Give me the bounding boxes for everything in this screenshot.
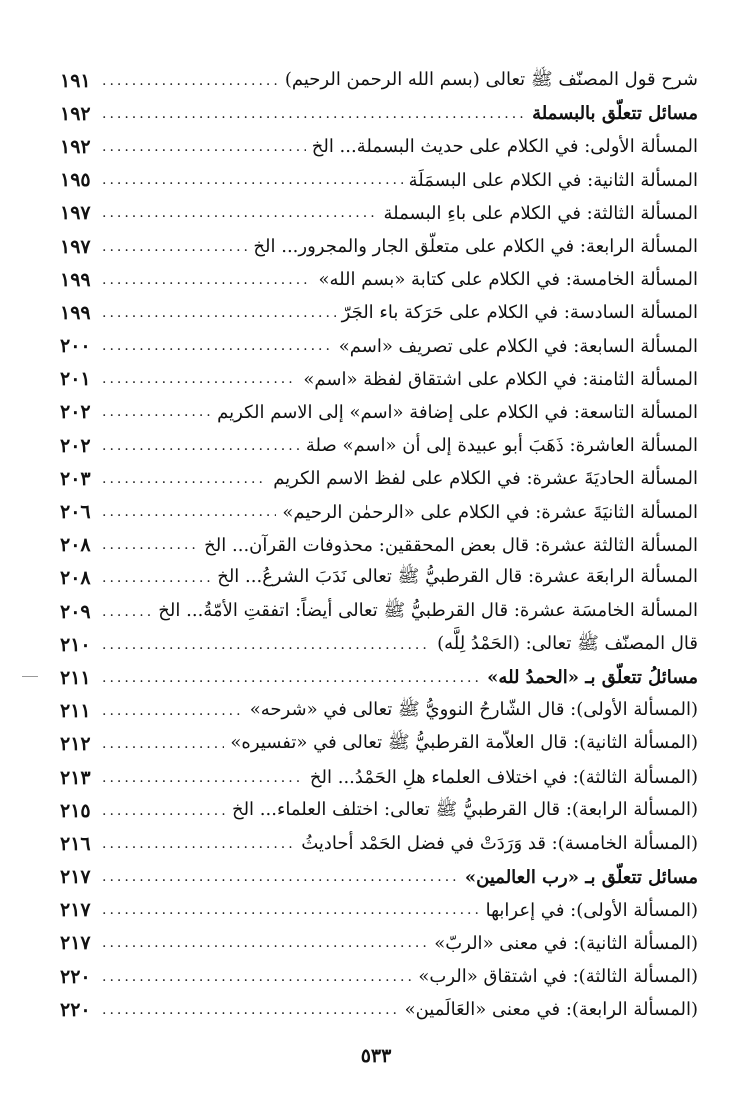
toc-entry xyxy=(60,628,698,661)
dot-leader xyxy=(102,305,336,321)
toc-entry-page: ٢١٧ xyxy=(60,932,91,955)
toc-entry xyxy=(60,164,698,197)
toc-entry-title: (المسألة الأولى): قال الشّارحُ النوويُّ ﷺ تعالى في «شرحه» xyxy=(249,699,698,721)
toc-entry-title: المسألة الثالثة: في الكلام على باءِ البسملة xyxy=(383,202,698,224)
toc-entry xyxy=(60,761,698,794)
toc-entry xyxy=(60,64,698,97)
dot-leader xyxy=(102,272,312,288)
dot-leader xyxy=(102,570,211,586)
toc-entry xyxy=(60,396,698,429)
toc-entry xyxy=(60,827,698,860)
dot-leader xyxy=(102,1002,399,1018)
dot-leader xyxy=(102,969,412,985)
toc-entry-page: ٢٠٩ xyxy=(60,600,91,623)
toc-entry xyxy=(60,296,698,329)
dot-leader xyxy=(102,371,297,387)
toc-entry xyxy=(60,960,698,993)
dot-leader xyxy=(102,205,378,221)
toc-entry xyxy=(60,529,698,562)
toc-entry-page: ١٩٢ xyxy=(60,102,91,125)
toc-entry xyxy=(60,330,698,363)
toc-entry-page: ٢١٣ xyxy=(60,766,91,789)
toc-entry xyxy=(60,363,698,396)
dot-leader xyxy=(102,438,300,454)
toc-entry xyxy=(60,927,698,960)
dot-leader xyxy=(102,471,267,487)
page-number: ٥٣٣ xyxy=(360,1045,392,1067)
toc-section-heading: مسائل تتعلّق بـ «رب العالمين» xyxy=(464,866,698,888)
toc-entry-title: (المسألة الرابعة): قال القرطبيُّ ﷺ تعالى: اختلف العلماء... الخ xyxy=(231,798,698,820)
dot-leader xyxy=(102,935,428,951)
dot-leader xyxy=(102,106,526,122)
toc-entry xyxy=(60,894,698,927)
toc-entry-title: المسألة الخامسَة عشرة: قال القرطبيُّ ﷺ تعالى أيضاً: اتفقتِ الأمّةُ... الخ xyxy=(158,599,698,621)
toc-entry-page: ٢٠٢ xyxy=(60,434,91,457)
toc-entry xyxy=(60,728,698,761)
toc-entry xyxy=(60,197,698,230)
toc-entry-page: ٢١١ xyxy=(60,666,91,689)
dot-leader xyxy=(102,604,152,620)
toc-entry-title: المسألة السادسة: في الكلام على حَرَكة باء الجَرّ xyxy=(341,302,698,324)
dot-leader xyxy=(102,736,224,752)
toc-entry-page: ٢١٥ xyxy=(60,799,91,822)
toc-entry-page: ٢١٢ xyxy=(60,733,91,756)
toc-entry xyxy=(60,794,698,827)
toc-entry-title: المسألة الثانية: في الكلام على البسمَلَة xyxy=(408,169,698,191)
toc-entry-title: المسألة السابعة: في الكلام على تصريف «اسم» xyxy=(338,335,698,357)
dot-leader xyxy=(102,139,306,155)
toc-entry xyxy=(60,429,698,462)
toc-entry-title: (المسألة الرابعة): في معنى «العَالَمين» xyxy=(404,999,698,1021)
toc-entry-title: المسألة الثانيَةَ عشرة: في الكلام على «الرحمٰن الرحيم» xyxy=(282,501,698,523)
toc-entry-page: ٢١٦ xyxy=(60,832,91,855)
toc-entry-page: ٢٠١ xyxy=(60,368,91,391)
toc-entry-page: ٢٠٢ xyxy=(60,401,91,424)
toc-entry-title: المسألة الرابعة: في الكلام على متعلّق الجار والمجرور... الخ xyxy=(253,236,698,258)
toc-entry-page: ١٩٩ xyxy=(60,268,91,291)
toc-entry-page: ٢٠٠ xyxy=(60,335,91,358)
toc-entry-page: ٢٢٠ xyxy=(60,965,91,988)
toc-entry-page: ٢١٠ xyxy=(60,633,91,656)
toc-entry xyxy=(60,263,698,296)
dot-leader xyxy=(102,770,304,786)
toc-entry-page: ٢٢٠ xyxy=(60,998,91,1021)
toc-entry-page: ٢٠٦ xyxy=(60,501,91,524)
dot-leader xyxy=(102,836,295,852)
toc-entry-title: (المسألة الثالثة): في اشتقاق «الرب» xyxy=(418,966,698,988)
toc-entry xyxy=(60,462,698,495)
toc-entry-title: المسألة التاسعة: في الكلام على إضافة «اسم» إلى الاسم الكريم xyxy=(217,401,698,423)
toc-entry-title: المسألة الحاديَةَ عشرة: في الكلام على لفظ الاسم الكريم xyxy=(273,468,698,490)
toc-entry-title: المسألة الخامسة: في الكلام على كتابة «بسم الله» xyxy=(318,269,698,291)
toc-entry-title: (المسألة الثانية): في معنى «الربّ» xyxy=(434,932,698,954)
dot-leader xyxy=(102,239,247,255)
dot-leader xyxy=(102,537,198,553)
toc-entry-page: ٢٠٣ xyxy=(60,467,91,490)
toc-entry-title: (المسألة الخامسة): قد وَرَدَتْ في فضل الحَمْد أحاديثُ xyxy=(301,833,698,855)
toc-entry xyxy=(60,861,698,894)
toc-entry-title: المسألة الثامنة: في الكلام على اشتقاق لفظة «اسم» xyxy=(303,368,698,390)
toc-entry-page: ٢١١ xyxy=(60,700,91,723)
dot-leader xyxy=(102,338,333,354)
toc-entry-title: (المسألة الثانية): قال العلاّمة القرطبيُّ ﷺ تعالى في «تفسيره» xyxy=(230,732,698,754)
toc-entry-page: ١٩٢ xyxy=(60,135,91,158)
dot-leader xyxy=(102,902,480,918)
toc-entry-title: (المسألة الثالثة): في اختلاف العلماء هلِ الحَمْدُ... الخ xyxy=(309,767,698,789)
toc-entry-title: المسألة الأولى: في الكلام على حديث البسملة... الخ xyxy=(311,136,698,158)
toc-entry-title: المسألة الرابعَة عشرة: قال القرطبيُّ ﷺ تعالى نَدَبَ الشرعُ... الخ xyxy=(217,566,698,588)
toc-entry-page: ٢١٧ xyxy=(60,866,91,889)
toc-entry-page: ٢٠٨ xyxy=(60,567,91,590)
dot-leader xyxy=(102,404,211,420)
toc-entry-page: ٢١٧ xyxy=(60,899,91,922)
toc-entry-title: المسألة الثالثة عشرة: قال بعض المحققين: محذوفات القرآن... الخ xyxy=(204,534,698,556)
dot-leader xyxy=(102,670,481,686)
toc-entry-page: ١٩١ xyxy=(60,69,91,92)
toc-entry xyxy=(60,661,698,694)
toc-entry-page: ١٩٥ xyxy=(60,169,91,192)
toc-entry xyxy=(60,695,698,728)
toc-section-heading: مسائلُ تتعلّق بـ «الحمدُ لله» xyxy=(487,667,698,689)
toc-entry xyxy=(60,230,698,263)
toc-entry xyxy=(60,130,698,163)
dot-leader xyxy=(102,172,403,188)
toc-entry xyxy=(60,993,698,1026)
toc-entry-title: قال المصنّف ﷺ تعالى: (الحَمْدُ لِلَّه) xyxy=(437,632,698,654)
toc-entry-title: شرح قول المصنّف ﷺ تعالى (بسم الله الرحمن الرحيم) xyxy=(284,68,698,90)
toc-section-heading: مسائل تتعلّق بالبسملة xyxy=(532,103,698,125)
toc-entry xyxy=(60,595,698,628)
toc-entry xyxy=(60,495,698,528)
dot-leader xyxy=(102,803,226,819)
toc-entry xyxy=(60,97,698,130)
toc-entry-title: (المسألة الأولى): في إعرابها xyxy=(485,899,698,921)
table-of-contents xyxy=(60,64,698,1026)
margin-mark xyxy=(22,676,38,677)
dot-leader xyxy=(102,637,431,653)
dot-leader xyxy=(102,703,244,719)
toc-entry-title: المسألة العاشرة: ذَهَبَ أبو عبيدة إلى أن «اسم» صلة xyxy=(305,435,698,457)
toc-entry-page: ١٩٩ xyxy=(60,301,91,324)
toc-entry xyxy=(60,562,698,595)
dot-leader xyxy=(102,869,459,885)
dot-leader xyxy=(102,73,279,89)
toc-entry-page: ٢٠٨ xyxy=(60,534,91,557)
dot-leader xyxy=(102,504,276,520)
toc-entry-page: ١٩٧ xyxy=(60,235,91,258)
toc-entry-page: ١٩٧ xyxy=(60,202,91,225)
